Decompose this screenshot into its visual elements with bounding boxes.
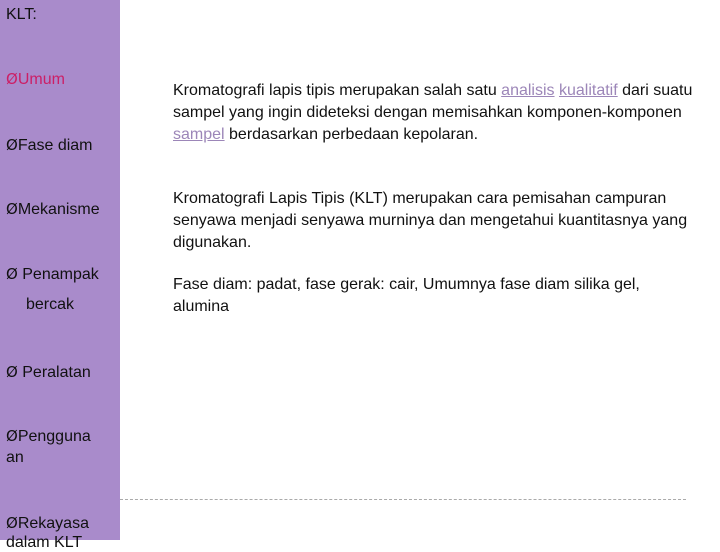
nav-item-label-cont: bercak bbox=[26, 296, 75, 313]
paragraph-text: berdasarkan perbedaan kepolaran. bbox=[224, 126, 479, 143]
nav-item-label: Peralatan bbox=[17, 364, 91, 381]
nav-item-label: Mekanisme bbox=[17, 201, 100, 218]
paragraph-definisi: Kromatografi Lapis Tipis (KLT) merupakan cara pemisahan campuran senyawa menjadi senyawa murninya dan mengetahui kuantitasnya yang digunakan. bbox=[173, 190, 688, 251]
arrow-bullet-icon: Ø bbox=[6, 200, 18, 218]
nav-item-label: Rekayasa bbox=[17, 515, 89, 532]
nav-item-label-cont: an bbox=[6, 449, 24, 466]
sidebar-title: KLT: bbox=[6, 6, 37, 23]
arrow-bullet-icon: Ø bbox=[6, 70, 18, 88]
nav-item-peralatan[interactable] bbox=[6, 362, 124, 383]
paragraph-fase: Fase diam: padat, fase gerak: cair, Umumnya fase diam silika gel, alumina bbox=[173, 276, 640, 315]
nav-item-penampak-bercak[interactable] bbox=[6, 264, 124, 285]
sidebar bbox=[0, 0, 120, 551]
paragraph-text: dari suatu sampel yang ingin dideteksi dengan memisahkan komponen-komponen bbox=[173, 82, 693, 121]
arrow-bullet-icon: Ø bbox=[6, 265, 18, 283]
nav-item-label: Penampak bbox=[17, 266, 99, 283]
nav-item-label-cont: dalam KLT bbox=[6, 534, 83, 551]
nav-item-fase-diam[interactable] bbox=[6, 135, 124, 156]
divider bbox=[120, 499, 686, 500]
nav-item-rekayasa[interactable] bbox=[6, 513, 124, 534]
paragraph-text: Kromatografi lapis tipis merupakan salah satu bbox=[173, 82, 502, 99]
nav-item-penggunaan[interactable] bbox=[6, 426, 124, 447]
arrow-bullet-icon: Ø bbox=[6, 363, 18, 381]
nav-item-mekanisme[interactable] bbox=[6, 199, 124, 220]
nav-item-label: Umum bbox=[17, 71, 65, 88]
nav-item-umum[interactable] bbox=[6, 69, 124, 90]
arrow-bullet-icon: Ø bbox=[6, 514, 18, 532]
arrow-bullet-icon: Ø bbox=[6, 136, 18, 154]
link-sampel[interactable]: sampel bbox=[173, 126, 225, 143]
nav-item-label: Pengguna bbox=[17, 428, 91, 445]
link-analisis[interactable]: analisis bbox=[501, 82, 555, 99]
arrow-bullet-icon: Ø bbox=[6, 427, 18, 445]
paragraph-umum bbox=[173, 80, 693, 146]
link-kualitatif[interactable]: kualitatif bbox=[558, 82, 618, 99]
nav-item-label: Fase diam bbox=[17, 137, 93, 154]
